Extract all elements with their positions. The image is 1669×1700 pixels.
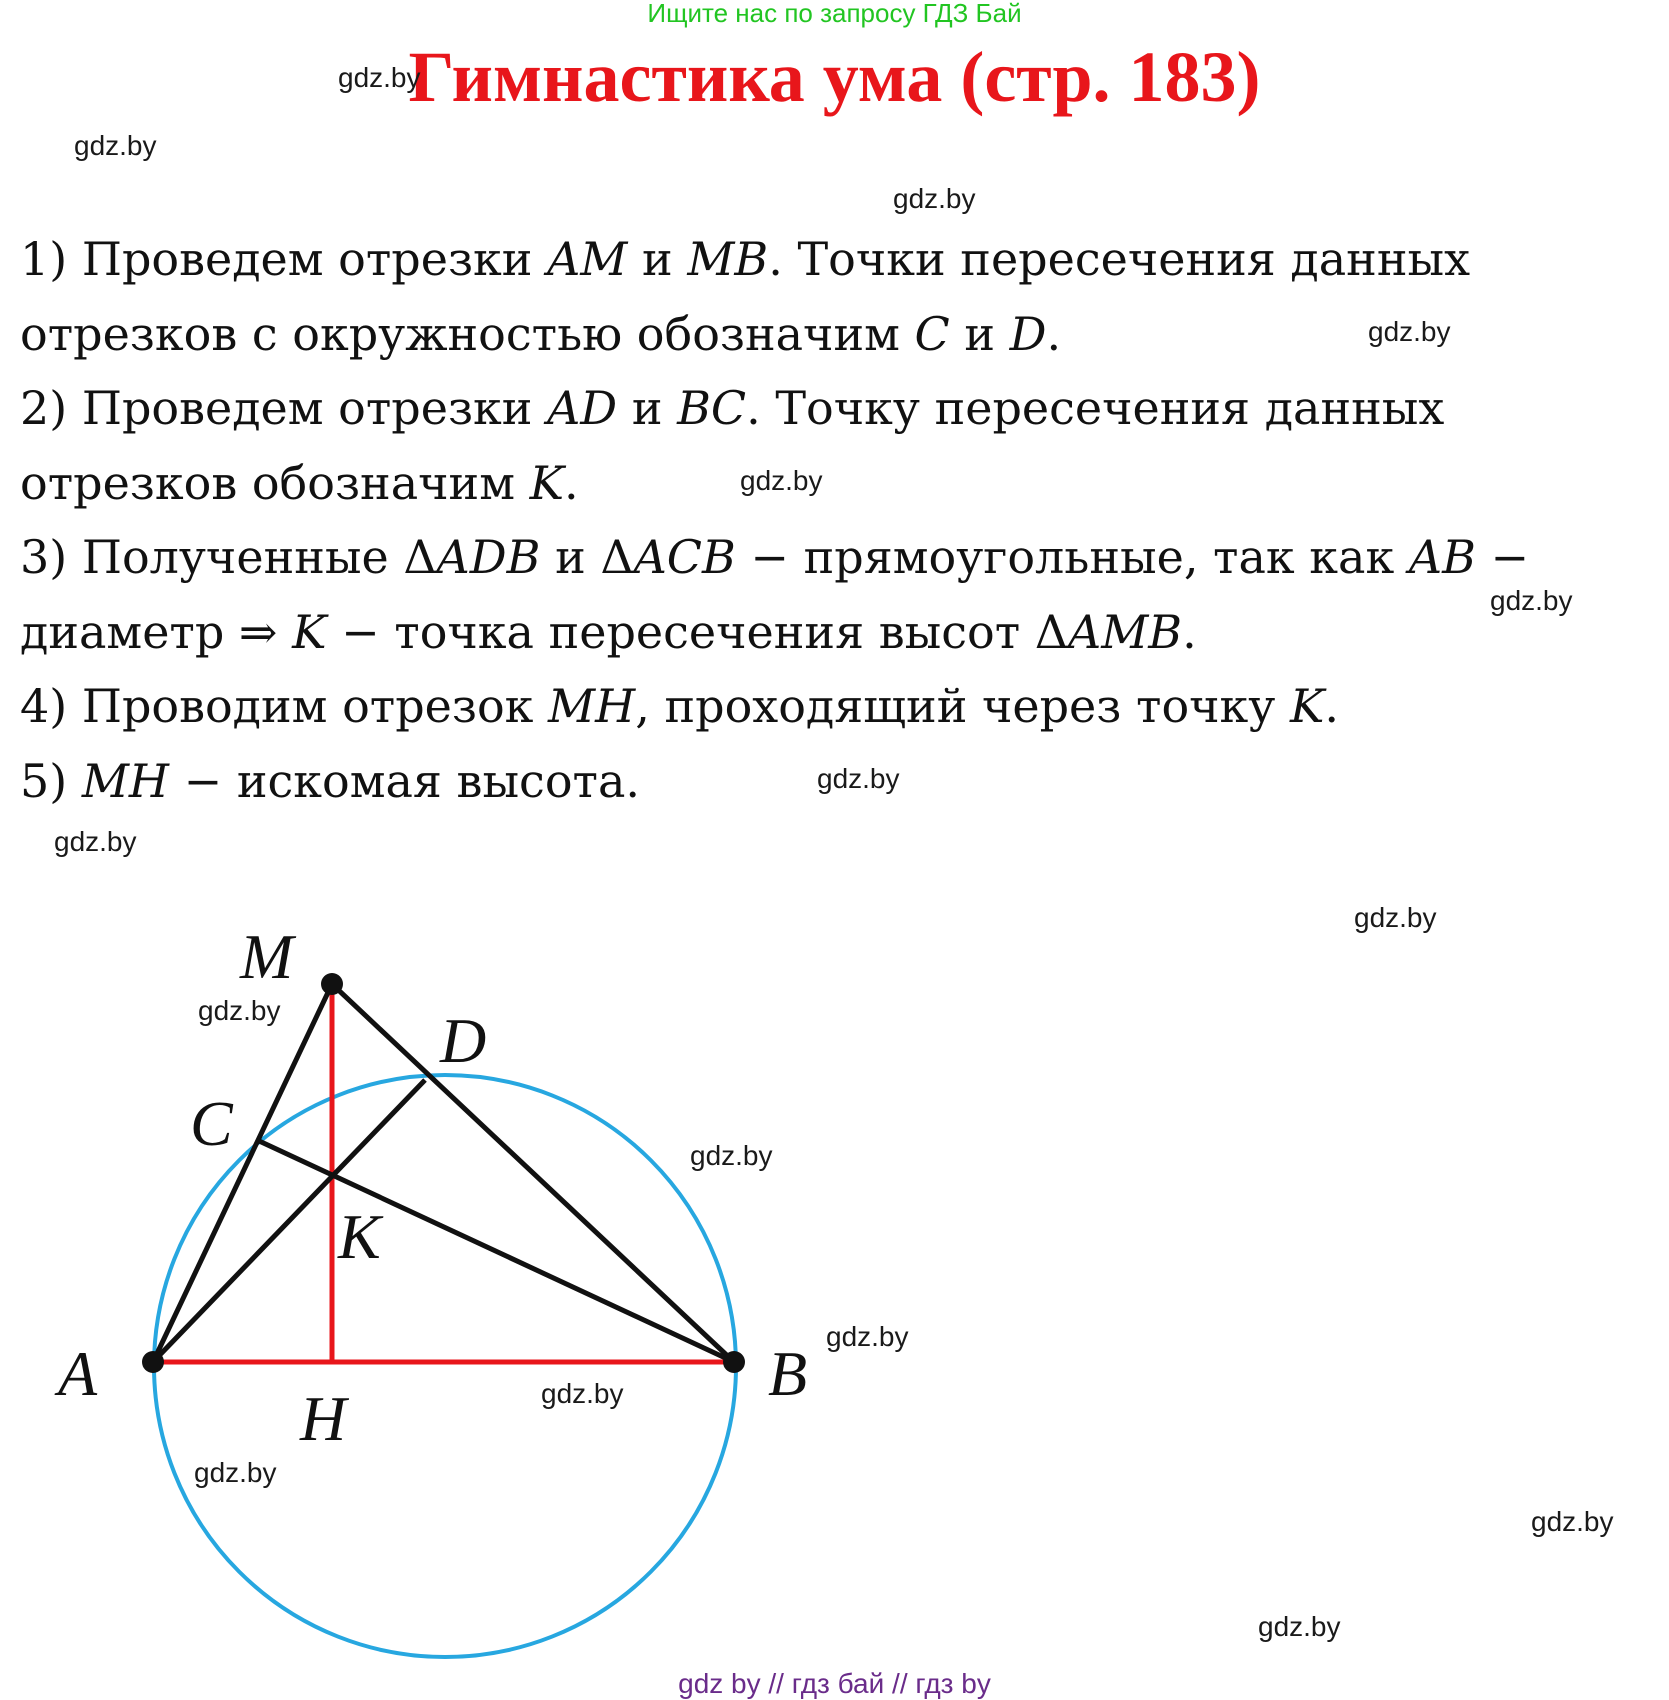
watermark: gdz.by: [541, 1378, 624, 1409]
label-h: H: [300, 1383, 347, 1454]
solution-line: 3) Полученные Δ𝐴𝐷𝐵 и Δ𝐴𝐶𝐵 − прямоугольные, так как 𝐴𝐵 −: [20, 530, 1530, 584]
label-b: B: [768, 1338, 808, 1409]
watermark: gdz.by: [1368, 316, 1451, 347]
watermark: gdz.by: [1258, 1611, 1341, 1642]
solution-line: 4) Проводим отрезок 𝑀𝐻, проходящий через точку 𝐾.: [20, 679, 1339, 733]
point-b: [723, 1351, 745, 1373]
label-a: A: [58, 1338, 98, 1409]
watermark: gdz.by: [1490, 585, 1573, 616]
label-k: K: [338, 1201, 381, 1272]
solution-line: 2) Проведем отрезки 𝐴𝐷 и 𝐵𝐶. Точку пересечения данных: [20, 381, 1445, 435]
watermark: gdz.by: [826, 1321, 909, 1352]
search-banner: Ищите нас по запросу ГДЗ Бай: [647, 0, 1022, 28]
watermark: gdz.by: [690, 1140, 773, 1171]
label-m: M: [240, 921, 294, 992]
solution-line: диаметр ⇒ 𝐾 − точка пересечения высот Δ𝐴𝑀𝐵.: [20, 604, 1197, 659]
watermark: gdz.by: [740, 465, 823, 496]
page-title: Гимнастика ума (стр. 183): [408, 37, 1261, 117]
footer-links: gdz by // гдз бай // гдз by: [678, 1668, 991, 1699]
solution-line: отрезков обозначим 𝐾.: [20, 455, 579, 510]
watermark: gdz.by: [893, 183, 976, 214]
watermark: gdz.by: [198, 995, 281, 1026]
geometry-figure: [0, 900, 900, 1680]
circle: [154, 1075, 736, 1657]
segment-mb: [332, 984, 734, 1362]
solution-line: 5) 𝑀𝐻 − искомая высота.: [20, 753, 641, 808]
label-c: C: [190, 1088, 233, 1159]
solution-text: [20, 222, 1660, 818]
watermark: gdz.by: [194, 1457, 277, 1488]
label-d: D: [440, 1005, 487, 1076]
watermark: gdz.by: [1354, 902, 1437, 933]
watermark: gdz.by: [74, 130, 157, 161]
watermark: gdz.by: [338, 62, 421, 93]
watermark: gdz.by: [1531, 1506, 1614, 1537]
point-m: [321, 973, 343, 995]
segment-am: [153, 984, 332, 1362]
solution-line: 1) Проведем отрезки 𝐴𝑀 и 𝑀𝐵. Точки пересечения данных: [20, 232, 1471, 286]
watermark: gdz.by: [817, 763, 900, 794]
watermark: gdz.by: [54, 826, 137, 857]
point-a: [142, 1351, 164, 1373]
solution-line: отрезков с окружностью обозначим 𝐶 и 𝐷.: [20, 306, 1062, 361]
